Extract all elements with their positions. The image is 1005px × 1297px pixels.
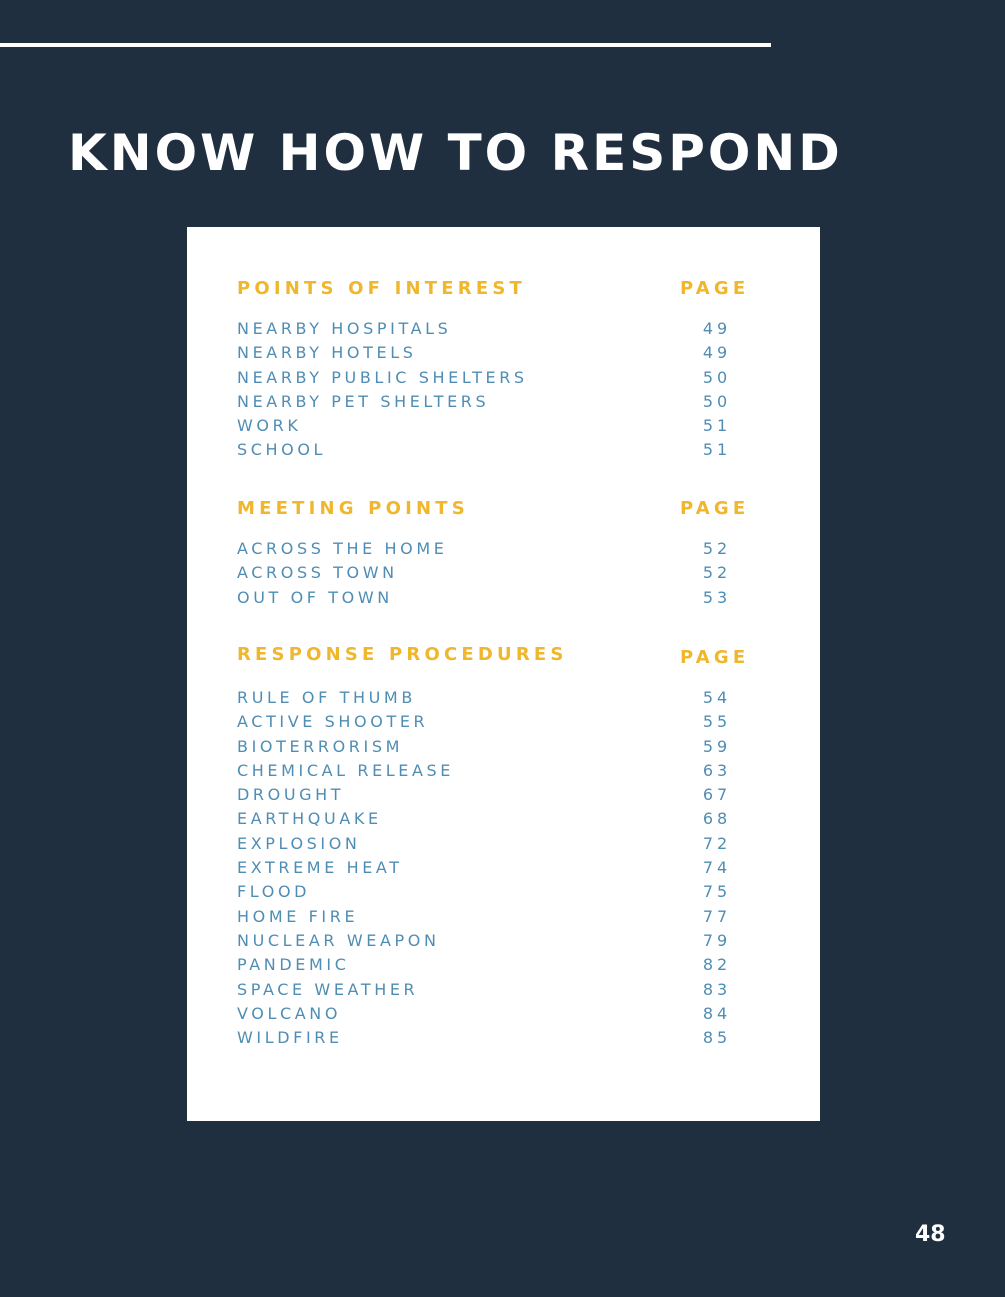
toc-entry-page: 82 [702, 955, 732, 975]
toc-entry-label: RULE OF THUMB [237, 688, 416, 707]
toc-entry-label: HOME FIRE [237, 906, 359, 926]
toc-entry-label: NUCLEAR WEAPON [237, 930, 440, 950]
toc-entry-page: 55 [702, 712, 732, 732]
top-divider-rule [0, 43, 771, 47]
toc-entry-label: SCHOOL [237, 440, 327, 460]
page-number: 48 [915, 1222, 946, 1247]
toc-entry-page: 79 [702, 930, 732, 950]
toc-entry-page: 52 [702, 563, 732, 583]
toc-entry [237, 929, 770, 953]
toc-entry-page: 49 [702, 319, 732, 338]
toc-entry-page: 74 [702, 858, 732, 878]
toc-section-meeting-points [237, 497, 770, 610]
toc-entry [237, 783, 770, 807]
toc-entry [237, 561, 770, 585]
toc-entry-label: CHEMICAL RELEASE [237, 760, 455, 780]
section-title: RESPONSE PROCEDURES [237, 644, 568, 665]
toc-entry-label: BIOTERRORISM [237, 736, 403, 756]
toc-entry [237, 1002, 770, 1026]
toc-entry-label: NEARBY HOTELS [237, 343, 417, 363]
page-column-title: PAGE [680, 498, 750, 519]
toc-entry [237, 710, 770, 734]
toc-entry [237, 735, 770, 759]
section-title: MEETING POINTS [237, 498, 469, 519]
toc-entry-label: ACROSS THE HOME [237, 539, 448, 558]
toc-section-points-of-interest [237, 277, 770, 463]
page-column-title: PAGE [680, 647, 750, 668]
toc-entry-page: 51 [702, 416, 732, 436]
toc-entry [237, 905, 770, 929]
toc-entry [237, 341, 770, 365]
page-column-title: PAGE [680, 278, 750, 299]
toc-entry-label: NEARBY PET SHELTERS [237, 391, 490, 411]
table-of-contents-card [187, 227, 820, 1121]
toc-entry-page: 52 [702, 539, 732, 558]
toc-entry-label: SPACE WEATHER [237, 979, 419, 999]
toc-entry [237, 366, 770, 390]
toc-entry-page: 51 [702, 440, 732, 460]
toc-entry [237, 686, 770, 710]
toc-entry-label: NEARBY HOSPITALS [237, 319, 452, 338]
toc-entry-label: WORK [237, 416, 302, 436]
toc-entry-page: 85 [702, 1028, 732, 1048]
toc-entry-page: 72 [702, 833, 732, 853]
toc-entry-label: NEARBY PUBLIC SHELTERS [237, 367, 528, 387]
toc-entry [237, 537, 770, 561]
toc-entry [237, 317, 770, 341]
toc-entry-label: ACTIVE SHOOTER [237, 712, 429, 732]
toc-entry-page: 77 [702, 906, 732, 926]
toc-entry-label: ACROSS TOWN [237, 563, 398, 583]
toc-entry-page: 67 [702, 785, 732, 805]
toc-entry-label: DROUGHT [237, 785, 345, 805]
toc-entry [237, 586, 770, 610]
toc-entry-page: 59 [702, 736, 732, 756]
toc-entry [237, 880, 770, 904]
toc-entry-page: 49 [702, 343, 732, 363]
toc-entry [237, 832, 770, 856]
section-header [237, 277, 770, 301]
toc-entry-label: PANDEMIC [237, 955, 350, 975]
toc-entry [237, 978, 770, 1002]
toc-entry-label: VOLCANO [237, 1003, 342, 1023]
toc-entry-page: 54 [702, 688, 732, 707]
toc-entry [237, 414, 770, 438]
section-title: POINTS OF INTEREST [237, 278, 526, 299]
toc-entry-label: WILDFIRE [237, 1028, 343, 1048]
toc-entry-page: 75 [702, 882, 732, 902]
toc-entry [237, 759, 770, 783]
toc-entry [237, 856, 770, 880]
toc-entry [237, 1026, 770, 1050]
toc-entry-page: 83 [702, 979, 732, 999]
toc-entry-page: 63 [702, 760, 732, 780]
toc-entry [237, 953, 770, 977]
toc-entry [237, 390, 770, 414]
toc-entry-page: 53 [702, 587, 732, 607]
toc-entry-label: FLOOD [237, 882, 311, 902]
toc-entry [237, 807, 770, 831]
section-header [237, 497, 770, 521]
toc-entry-page: 84 [702, 1003, 732, 1023]
toc-entry-page: 68 [702, 809, 732, 829]
toc-entry-page: 50 [702, 391, 732, 411]
toc-entry [237, 438, 770, 462]
toc-entry-label: OUT OF TOWN [237, 587, 393, 607]
toc-entry-label: EXPLOSION [237, 833, 361, 853]
toc-entry-page: 50 [702, 367, 732, 387]
section-header [237, 643, 770, 667]
toc-entry-label: EARTHQUAKE [237, 809, 382, 829]
page-title: KNOW HOW TO RESPOND [68, 124, 843, 182]
toc-section-response-procedures [237, 643, 770, 1050]
toc-entry-label: EXTREME HEAT [237, 858, 403, 878]
